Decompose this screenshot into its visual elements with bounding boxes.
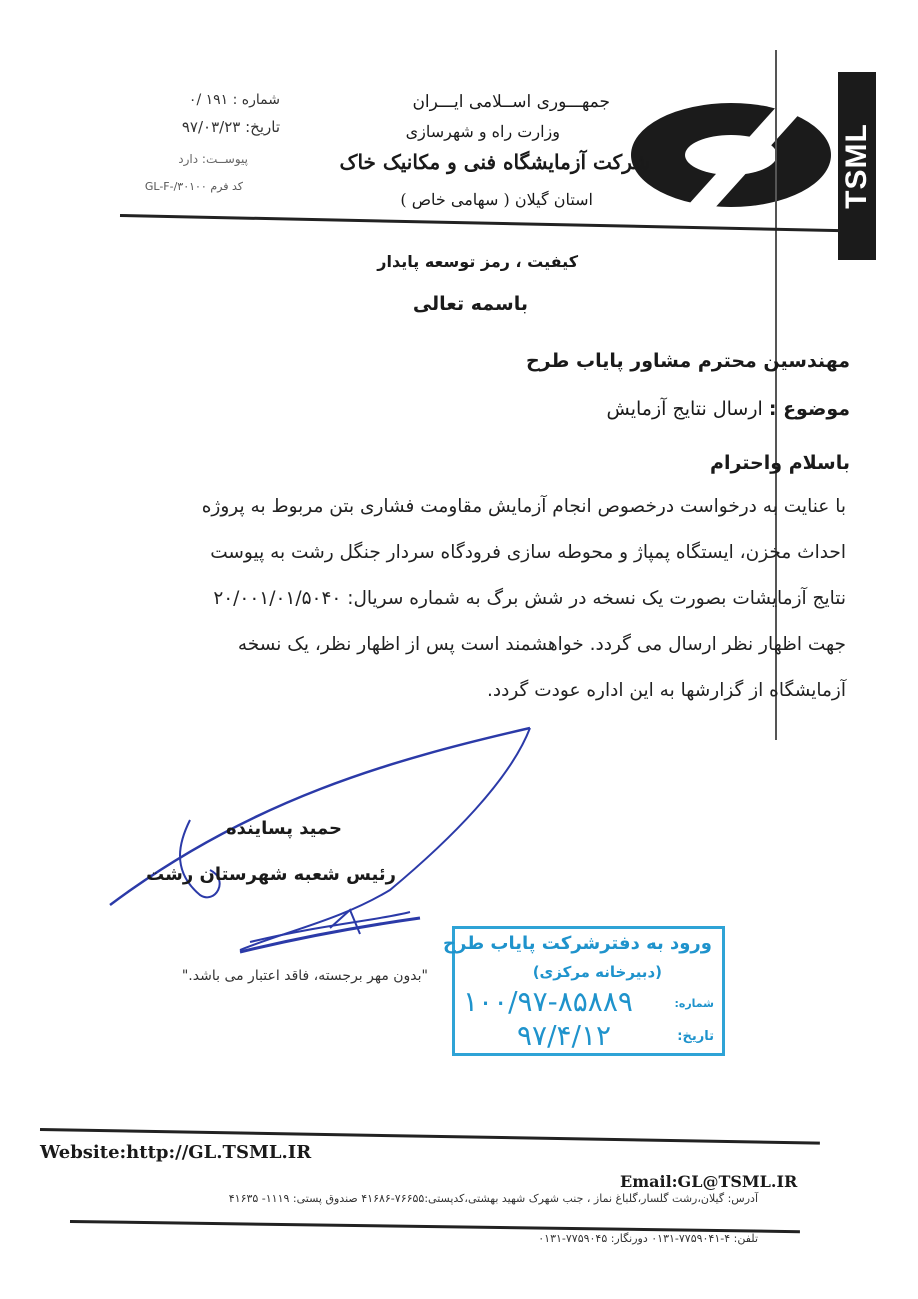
footer-address: آدرس: گیلان،رشت گلسار،گلباغ نماز ، جنب شهرک شهید بهشتی،کدپستی:۷۶۶۵۵-۴۱۶۸۶ صندوق پستی: ۱۱۱۹- ۴۱۶۳۵ [228, 1192, 758, 1205]
footer-phones: تلفن: ۴-۷۷۵۹۰۴۱-۰۱۳۱ دورنگار: ۷۷۵۹۰۴۵-۰۱۳۱ [538, 1232, 758, 1245]
signer-name: حمید پساینده [225, 818, 342, 839]
signer-title: رئیس شعبه شهرستان رشت [146, 864, 396, 885]
body-line: نتایج آزمایشات بصورت یک نسخه در شش برگ به شماره سریال: ۲۰/۰۰۱/۰۱/۵۰۴۰ [213, 588, 846, 609]
letter-attachment: پیوســت: دارد [178, 152, 248, 166]
seal-note: "بدون مهر برجسته، فاقد اعتبار می باشد." [181, 968, 428, 984]
stamp-number-label: شماره: [674, 997, 714, 1010]
letter-date: تاریخ: ۹۷/۰۳/۲۳ [181, 118, 280, 136]
motto: کیفیت ، رمز توسعه پایدار [377, 252, 578, 271]
stamp-date-label: تاریخ: [677, 1029, 714, 1044]
body-line: با عنایت به درخواست درخصوص انجام آزمایش مقاومت فشاری بتن مربوط به پروژه [201, 496, 846, 517]
company-logo-icon [628, 100, 834, 210]
body-line: آزمایشگاه از گزارشها به این اداره عودت گردد. [486, 680, 846, 701]
subject: موضوع : ارسال نتایج آزمایش [606, 398, 850, 420]
greeting: باسلام واحترام [710, 452, 850, 474]
recipient: مهندسین محترم مشاور پایاب طرح [525, 350, 850, 372]
body-line: احداث مخزن، ایستگاه پمپاژ و محوطه سازی فرودگاه سردار جنگل رشت به پیوست [210, 542, 846, 563]
footer-email: Email:GL@TSML.IR [620, 1172, 798, 1191]
stamp-number: ۱۰۰/۹۷-۸۵۸۸۹ [463, 985, 633, 1018]
receipt-stamp [443, 926, 725, 1056]
salutation: باسمه تعالی [412, 293, 528, 315]
stamp-subtitle: (دبیرخانه مرکزی) [532, 963, 662, 981]
header-divider [120, 214, 840, 232]
stamp-date: ۹۷/۴/۱۲ [517, 1019, 612, 1052]
footer-website: Website:http://GL.TSML.IR [40, 1142, 312, 1163]
header-ministry: وزارت راه و شهرسازی [405, 122, 560, 141]
form-code: کد فرم GL-F-/۳۰۱۰۰ [144, 180, 243, 193]
header-country: جمهـــوری اســلامی ایـــران [412, 92, 610, 112]
letter-number: شماره : ۱۹۱ /۰ [188, 92, 280, 108]
header-company: شرکت آزمایشگاه فنی و مکانیک خاک [339, 150, 650, 174]
stamp-title: ورود به دفترشرکت پایاب طرح [443, 933, 712, 954]
header-province: استان گیلان ( سهامی خاص ) [400, 190, 593, 209]
logo-text: TSML [840, 123, 873, 209]
body-line: جهت اظهار نظر ارسال می گردد. خواهشمند است پس از اظهار نظر، یک نسخه [237, 634, 846, 655]
